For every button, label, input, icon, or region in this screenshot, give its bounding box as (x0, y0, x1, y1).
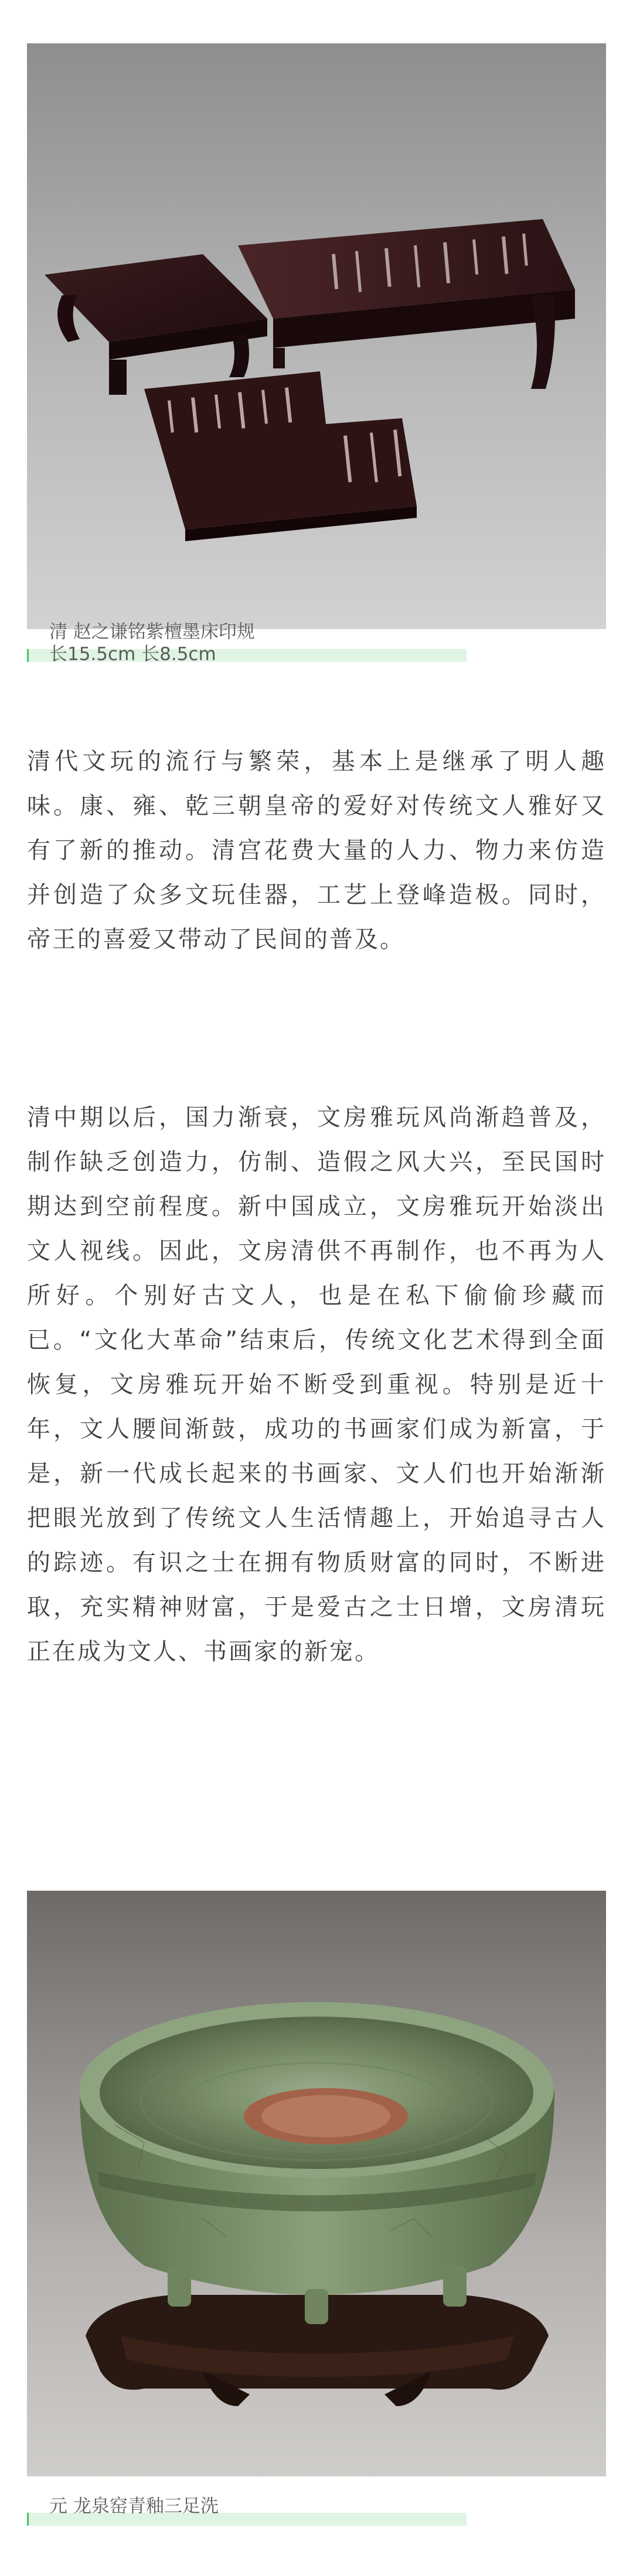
image2-caption (27, 2495, 467, 2536)
image1-caption (27, 621, 467, 674)
image1-caption-dimensions: 长15.5cm 长8.5cm (49, 644, 216, 665)
image2-caption-title: 元 龙泉窑青釉三足洗 (49, 2496, 219, 2517)
article-paragraph-1: 清代文玩的流行与繁荣，基本上是继承了明人趣味。康、雍、乾三朝皇帝的爱好对传统文人雅好又有了新的推动。清宫花费大量的人力、物力来仿造并创造了众多文玩佳器，工艺上登峰造极。同时，帝王的喜爱又带动了民间的普及。 (27, 748, 606, 953)
image1-caption-title: 清 赵之谦铭紫檀墨床印规 (49, 621, 255, 643)
artwork-image-rosewood-ink-rest (27, 43, 606, 629)
artwork-image-celadon-washer (27, 1891, 606, 2476)
article-paragraph-2: 清中期以后，国力渐衰，文房雅玩风尚渐趋普及，制作缺乏创造力，仿制、造假之风大兴，至民国时期达到空前程度。新中国成立，文房雅玩开始淡出文人视线。因此，文房清供不再制作，也不再为人所好。个别好古文人，也是在私下偷偷珍藏而已。“文化大革命”结束后，传统文化艺术得到全面恢复，文房雅玩开始不断受到重视。特别是近十年，文人腰间渐鼓，成功的书画家们成为新富，于是，新一代成长起来的书画家、文人们也开始渐渐把眼光放到了传统文人生活情趣上，开始追寻古人的踪迹。有识之士在拥有物质财富的同时，不断进取，充实精神财富，于是爱古之士日增，文房清玩正在成为文人、书画家的新宠。 (27, 1104, 606, 1665)
